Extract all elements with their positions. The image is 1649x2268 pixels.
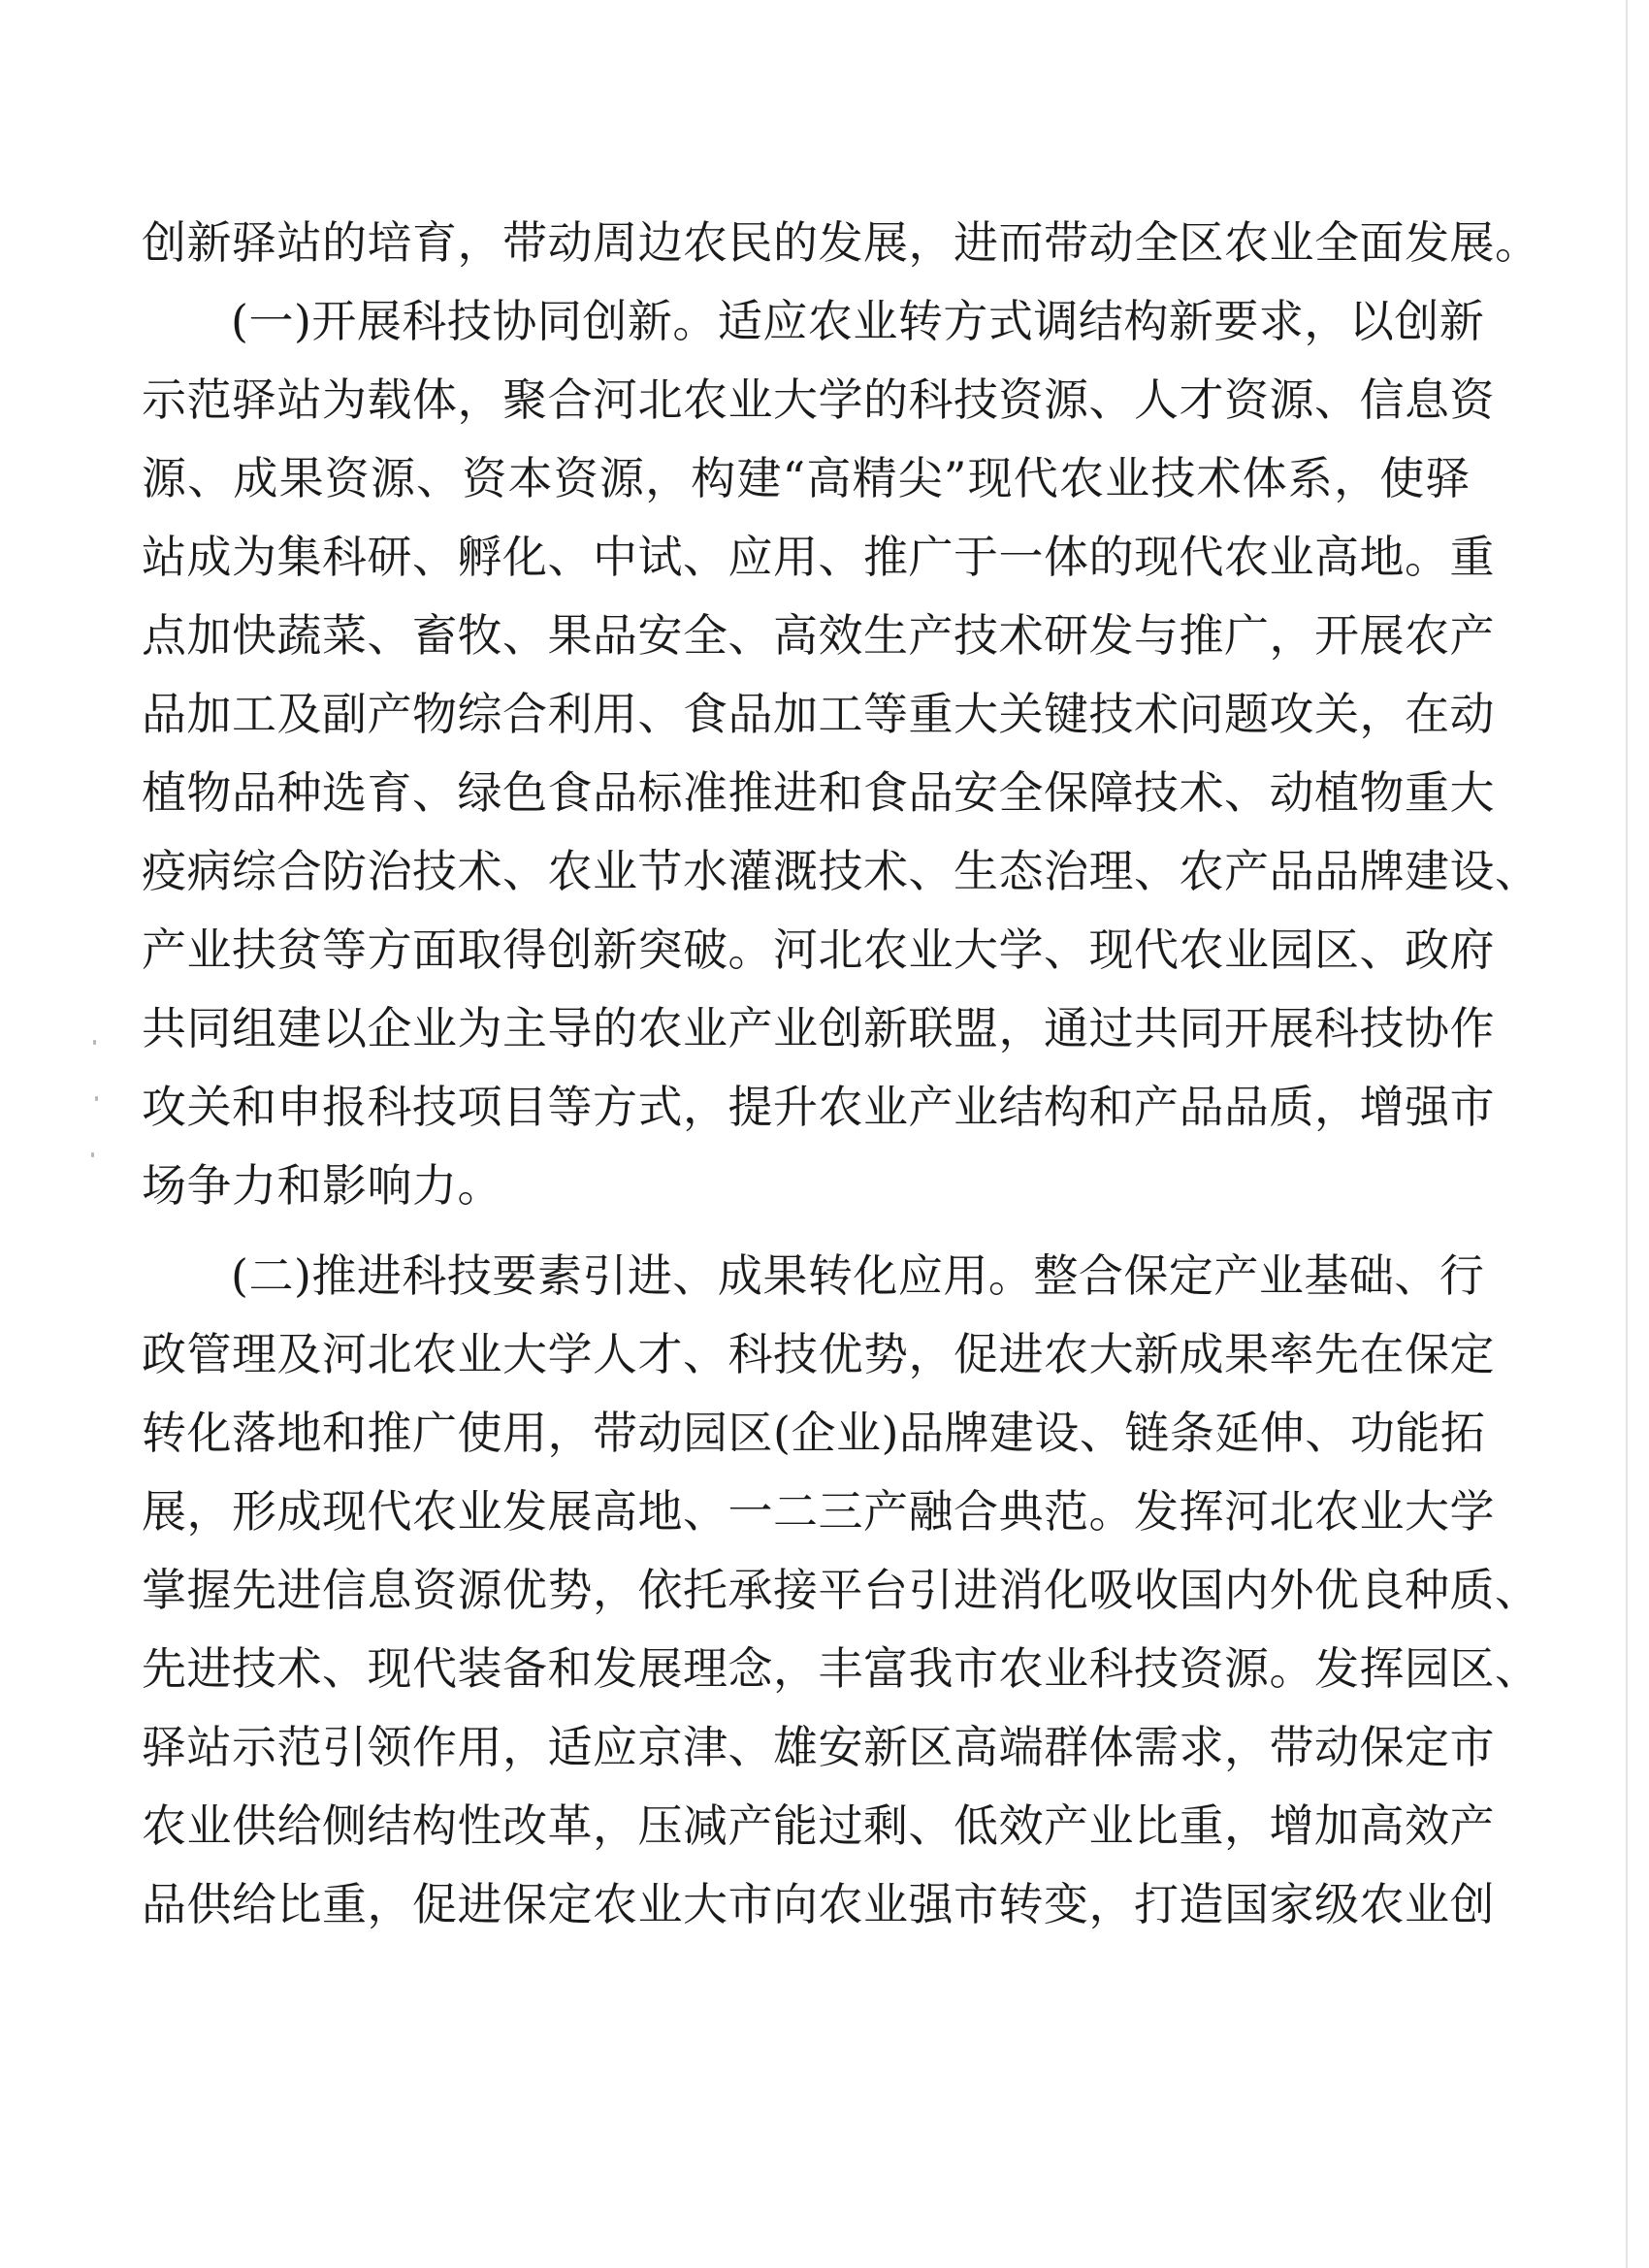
- text-line: 政管理及河北农业大学人才、科技优势，促进农大新成果率先在保定: [142, 1328, 1495, 1380]
- text-line: 先进技术、现代装备和发展理念，丰富我市农业科技资源。发挥园区、: [142, 1642, 1540, 1695]
- text-line: 产业扶贫等方面取得创新突破。河北农业大学、现代农业园区、政府: [142, 923, 1495, 976]
- text-line: 农业供给侧结构性改革，压减产能过剩、低效产业比重，增加高效产: [142, 1799, 1495, 1852]
- text-line: 驿站示范引领作用，适应京津、雄安新区高端群体需求，带动保定市: [142, 1721, 1495, 1773]
- text-line: 示范驿站为载体，聚合河北农业大学的科技资源、人才资源、信息资: [142, 373, 1495, 426]
- document-body: [142, 204, 1540, 1944]
- text-line: (一)开展科技协同创新。适应农业转方式调结构新要求，以创新: [231, 295, 1485, 347]
- text-line: 品供给比重，促进保定农业大市向农业强市转变，打造国家级农业创: [142, 1878, 1495, 1930]
- page-edge-line: [1626, 0, 1628, 2268]
- text-line: 场争力和影响力。: [142, 1159, 502, 1212]
- scan-speck: [95, 1096, 98, 1101]
- text-line: 展，形成现代农业发展高地、一二三产融合典范。发挥河北农业大学: [142, 1485, 1495, 1538]
- text-line: 转化落地和推广使用，带动园区(企业)品牌建设、链条延伸、功能拓: [142, 1407, 1486, 1459]
- text-line: 植物品种选育、绿色食品标准推进和食品安全保障技术、动植物重大: [142, 766, 1495, 819]
- text-line: 品加工及副产物综合利用、食品加工等重大关键技术问题攻关，在动: [142, 688, 1495, 740]
- text-line: 疫病综合防治技术、农业节水灌溉技术、生态治理、农产品品牌建设、: [142, 845, 1540, 897]
- text-line: 点加快蔬菜、畜牧、果品安全、高效生产技术研发与推广，开展农产: [142, 609, 1495, 662]
- text-line: (二)推进科技要素引进、成果转化应用。整合保定产业基础、行: [231, 1249, 1485, 1302]
- paragraph-gap: [142, 1225, 1471, 1237]
- text-line: 攻关和申报科技项目等方式，提升农业产业结构和产品品质，增强市: [142, 1081, 1495, 1133]
- scan-speck: [91, 1152, 94, 1157]
- text-line: 共同组建以企业为主导的农业产业创新联盟，通过共同开展科技协作: [142, 1002, 1495, 1054]
- text-line: 站成为集科研、孵化、中试、应用、推广于一体的现代农业高地。重: [142, 531, 1495, 583]
- text-line-intro: 创新驿站的培育，带动周边农民的发展，进而带动全区农业全面发展。: [142, 216, 1540, 269]
- paragraph-2: [142, 1237, 1540, 1944]
- scan-speck: [93, 1040, 96, 1045]
- paragraph-1: [142, 282, 1540, 1225]
- text-line: 掌握先进信息资源优势，依托承接平台引进消化吸收国内外优良种质、: [142, 1564, 1540, 1616]
- text-line: 源、成果资源、资本资源，构建“高精尖”现代农业技术体系，使驿: [142, 452, 1471, 504]
